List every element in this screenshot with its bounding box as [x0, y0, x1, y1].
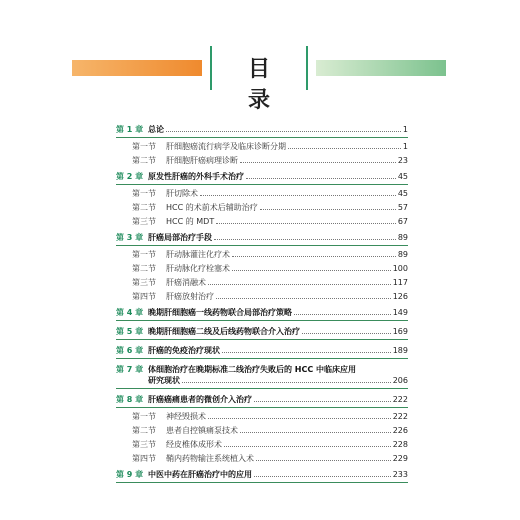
page-number: 169 [392, 327, 408, 336]
leader-dots [240, 162, 396, 163]
leader-dots [200, 195, 396, 196]
leader-dots [246, 178, 396, 179]
chapter-title: 晚期肝细胞癌一线药物联合局部治疗策略 [148, 308, 292, 317]
page-number: 1 [402, 125, 408, 134]
section-title: HCC 的术前术后辅助治疗 [166, 203, 258, 212]
page-number: 100 [392, 264, 408, 273]
toc-chapter-1[interactable] [116, 124, 408, 138]
toc-chapter-8[interactable] [116, 394, 408, 408]
toc-header [72, 46, 446, 113]
leader-dots [224, 446, 391, 447]
chapter-title: 原发性肝癌的外科手术治疗 [148, 172, 244, 181]
section-label: 第一节 [132, 412, 156, 421]
toc-section[interactable] [116, 249, 408, 260]
toc-chapter-5[interactable] [116, 326, 408, 340]
section-label: 第二节 [132, 156, 156, 165]
page-number: 229 [392, 454, 408, 463]
toc-chapter-2[interactable] [116, 171, 408, 185]
section-label: 第一节 [132, 142, 156, 151]
orange-decor-bar [72, 60, 202, 76]
toc-section[interactable] [116, 439, 408, 450]
section-label: 第一节 [132, 250, 156, 259]
section-label: 第四节 [132, 292, 156, 301]
chapter-label: 第 9 章 [116, 470, 144, 479]
page-number: 222 [392, 395, 408, 404]
section-label: 第二节 [132, 426, 156, 435]
toc-section[interactable] [116, 141, 408, 152]
toc-section[interactable] [116, 277, 408, 288]
section-title: 肝动脉灌注化疗术 [166, 250, 230, 259]
toc-chapter-9[interactable] [116, 469, 408, 483]
chapter-title: 肝癌局部治疗手段 [148, 233, 212, 242]
chapter-label: 第 4 章 [116, 308, 144, 317]
section-label: 第三节 [132, 440, 156, 449]
page-number: 149 [392, 308, 408, 317]
leader-dots [208, 284, 391, 285]
section-label: 第二节 [132, 203, 156, 212]
leader-dots [260, 209, 396, 210]
leader-dots [222, 352, 391, 353]
page-number: 222 [392, 412, 408, 421]
toc-section[interactable] [116, 453, 408, 464]
toc-chapter-6[interactable] [116, 345, 408, 359]
chapter-title: 肝癌癌痛患者的微创介入治疗 [148, 395, 252, 404]
section-label: 第一节 [132, 189, 156, 198]
chapter-label: 第 6 章 [116, 346, 144, 355]
toc-section[interactable] [116, 291, 408, 302]
section-label: 第三节 [132, 217, 156, 226]
leader-dots [208, 418, 391, 419]
section-title: 肝癌放射治疗 [166, 292, 214, 301]
leader-dots [232, 256, 396, 257]
section-title: 肝细胞癌流行病学及临床诊断分期 [166, 142, 286, 151]
chapter-title: 晚期肝细胞癌二线及后线药物联合介入治疗 [148, 327, 300, 336]
page-number: 228 [392, 440, 408, 449]
page-number: 226 [392, 426, 408, 435]
section-title: 肝细胞肝癌病理诊断 [166, 156, 238, 165]
toc-section[interactable] [116, 425, 408, 436]
green-decor-bar [316, 60, 446, 76]
toc-section[interactable] [116, 411, 408, 422]
page-number: 233 [392, 470, 408, 479]
section-title: 肝切除术 [166, 189, 198, 198]
leader-dots [182, 382, 391, 383]
page-number: 1 [402, 142, 408, 151]
leader-dots [302, 333, 391, 334]
leader-dots [240, 432, 391, 433]
leader-dots [288, 148, 401, 149]
leader-dots [214, 239, 396, 240]
page-number: 89 [397, 250, 408, 259]
toc-section[interactable] [116, 263, 408, 274]
page-number: 189 [392, 346, 408, 355]
page-number: 89 [397, 233, 408, 242]
page-number: 57 [397, 203, 408, 212]
toc-chapter-4[interactable] [116, 307, 408, 321]
leader-dots [256, 460, 391, 461]
leader-dots [294, 314, 391, 315]
table-of-contents [116, 124, 408, 486]
page-number: 45 [397, 189, 408, 198]
leader-dots [216, 298, 391, 299]
section-title: 神经毁损术 [166, 412, 206, 421]
toc-section[interactable] [116, 202, 408, 213]
chapter-title: 体细胞治疗在晚期标准二线治疗失败后的 HCC 中临床应用 [148, 365, 357, 374]
page-number: 45 [397, 172, 408, 181]
chapter-label: 第 7 章 [116, 365, 144, 374]
section-title: HCC 的 MDT [166, 217, 215, 226]
leader-dots [232, 270, 391, 271]
chapter-title: 肝癌的免疫治疗现状 [148, 346, 220, 355]
page-number: 67 [397, 217, 408, 226]
page-number: 126 [392, 292, 408, 301]
page-number: 117 [392, 278, 408, 287]
chapter-title: 总论 [148, 125, 164, 134]
section-title: 患者自控镇痛泵技术 [166, 426, 238, 435]
leader-dots [254, 476, 391, 477]
leader-dots [254, 401, 391, 402]
toc-section[interactable] [116, 155, 408, 166]
chapter-label: 第 3 章 [116, 233, 144, 242]
toc-section[interactable] [116, 216, 408, 227]
leader-dots [216, 223, 396, 224]
section-label: 第三节 [132, 278, 156, 287]
page-number: 206 [392, 376, 408, 385]
chapter-label: 第 5 章 [116, 327, 144, 336]
chapter-title-continued: 研究现状 [148, 376, 180, 385]
chapter-label: 第 8 章 [116, 395, 144, 404]
leader-dots [166, 131, 401, 132]
section-title: 经皮椎体成形术 [166, 440, 222, 449]
section-title: 肝动脉化疗栓塞术 [166, 264, 230, 273]
section-label: 第四节 [132, 454, 156, 463]
chapter-label: 第 1 章 [116, 125, 144, 134]
toc-chapter-7[interactable] [116, 364, 408, 389]
page-title: 目 录 [247, 57, 288, 113]
divider-line-right [306, 46, 308, 90]
section-title: 肝癌消融术 [166, 278, 206, 287]
chapter-title: 中医中药在肝癌治疗中的应用 [148, 470, 252, 479]
toc-section[interactable] [116, 188, 408, 199]
chapter-label: 第 2 章 [116, 172, 144, 181]
toc-chapter-3[interactable] [116, 232, 408, 246]
page-number: 23 [397, 156, 408, 165]
section-label: 第二节 [132, 264, 156, 273]
section-title: 鞘内药物输注系统植入术 [166, 454, 254, 463]
